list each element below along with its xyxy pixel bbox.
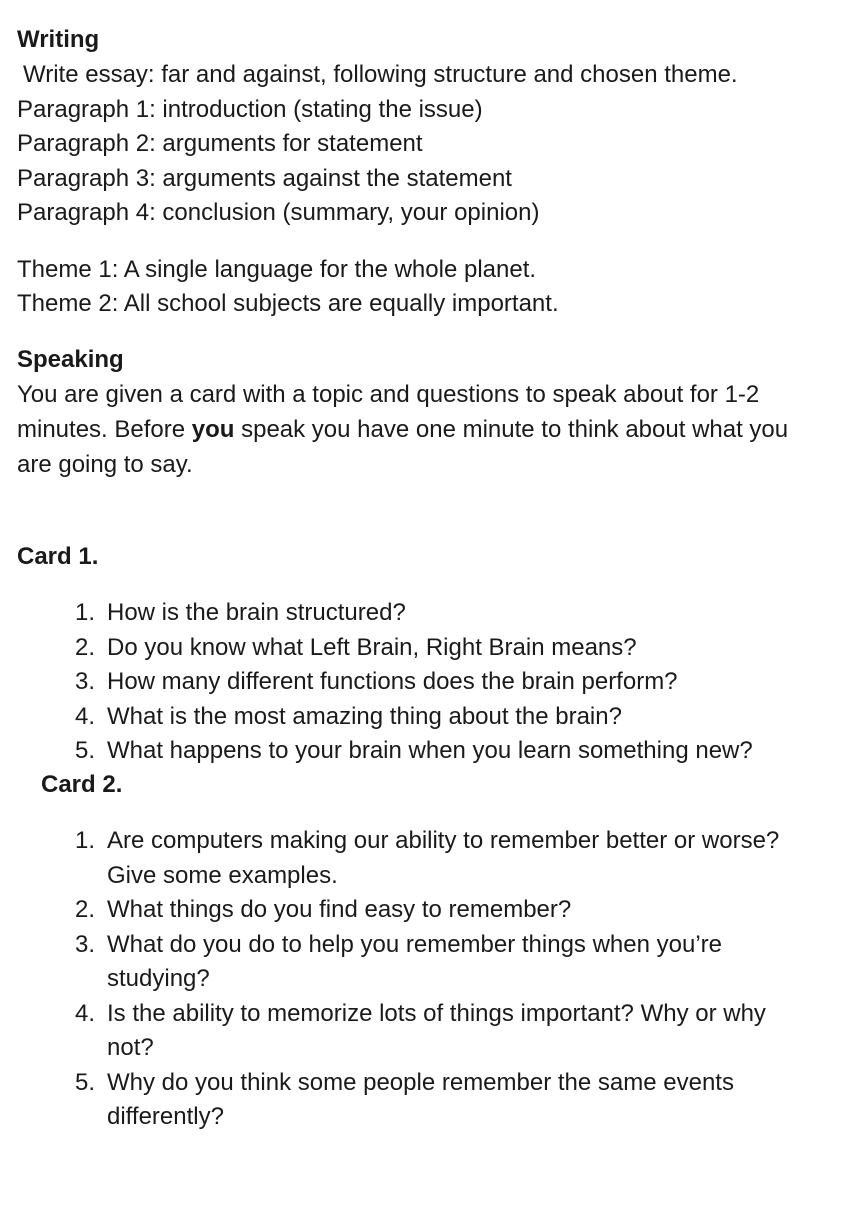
question-number: 5. [75,737,96,764]
question-number: 5. [75,1068,96,1096]
question-text: Are computers making our ability to remember better or worse? [107,827,780,854]
card-1-question-3 [75,665,753,700]
question-text: What things do you find easy to remember? [107,896,572,923]
question-number: 1. [75,827,96,854]
question-text-continued: studying? [107,965,210,992]
card-1-question-list [75,596,753,769]
speaking-intro-line-1: You are given a card with a topic and questions to speak about for 1-2 [17,381,760,408]
speaking-heading: Speaking [17,346,124,373]
card-2-question-5 [75,1066,779,1135]
card-2-question-list [75,824,779,1135]
card-1-question-1 [75,596,753,631]
question-text-continued: not? [107,1034,154,1061]
card-1-title: Card 1. [17,543,99,570]
speaking-intro-line-3: are going to say. [17,451,193,478]
paragraph-4-line: Paragraph 4: conclusion (summary, your opinion) [17,199,540,226]
paragraph-2-line: Paragraph 2: arguments for statement [17,130,423,157]
question-text: Do you know what Left Brain, Right Brain means? [107,633,637,661]
speaking-intro-line-2-end: speak you have one minute to think about what you [234,416,789,443]
question-text: How is the brain structured? [107,599,406,626]
card-1-question-4 [75,700,753,735]
card-1-question-2 [75,631,753,666]
theme-1-line: Theme 1: A single language for the whole planet. [17,256,537,283]
card-2-question-1 [75,824,779,893]
question-number: 4. [75,999,96,1027]
speaking-intro-line-2 [17,413,788,448]
question-text: How many different functions does the brain perform? [107,668,678,695]
speaking-intro-emphasis: you [191,416,235,443]
paragraph-1-line: Paragraph 1: introduction (stating the issue) [17,96,483,123]
question-text-continued: Give some examples. [107,861,338,889]
question-text: Is the ability to memorize lots of things important? Why or why [107,999,766,1027]
paragraph-3-line: Paragraph 3: arguments against the statement [17,165,512,192]
question-number: 1. [75,599,96,626]
question-text: What is the most amazing thing about the brain? [107,702,622,730]
writing-heading: Writing [17,26,100,53]
card-2-question-4 [75,997,779,1066]
question-text: What do you do to help you remember things when you’re [107,930,723,958]
speaking-intro-line-2-start: minutes. Before [17,416,192,443]
theme-2-line: Theme 2: All school subjects are equally important. [17,290,559,317]
question-number: 2. [75,896,96,923]
question-text: Why do you think some people remember the same events [107,1068,734,1096]
card-2-title: Card 2. [41,771,123,798]
card-2-question-3 [75,928,779,997]
card-2-question-2 [75,893,779,928]
question-number: 3. [75,668,96,695]
question-number: 3. [75,930,96,958]
question-text: What happens to your brain when you learn something new? [107,737,753,764]
card-1-question-5 [75,734,753,769]
question-number: 2. [75,633,96,661]
question-text-continued: differently? [107,1103,224,1130]
question-number: 4. [75,702,96,730]
writing-task: Write essay: far and against, following structure and chosen theme. [23,61,738,88]
